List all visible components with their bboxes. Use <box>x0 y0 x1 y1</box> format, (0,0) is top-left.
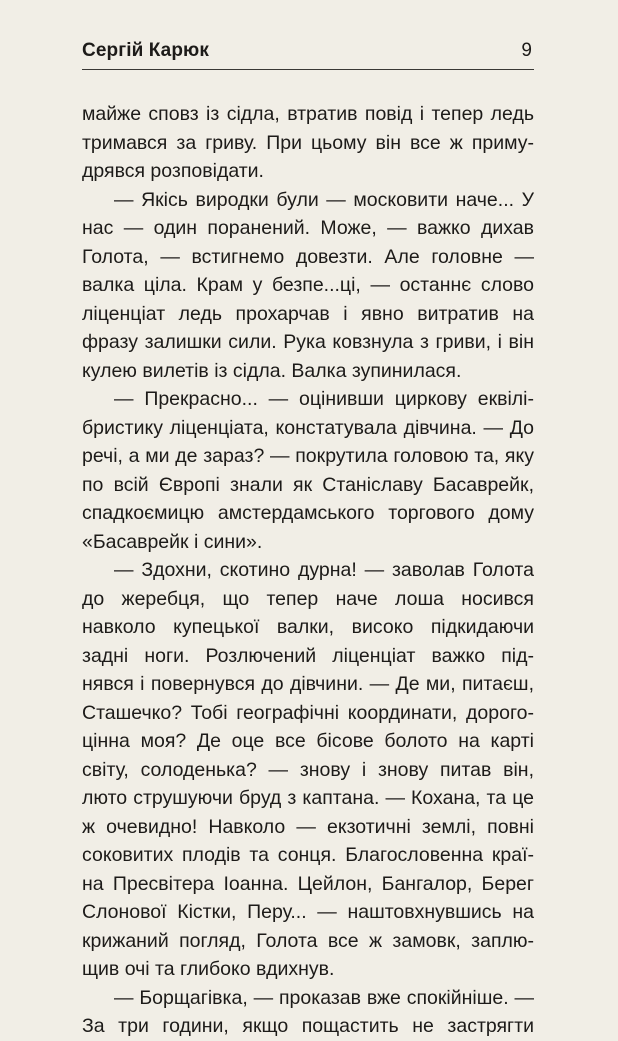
text-line: на Пресвітера Іоанна. Цейлон, Бангалор, Берег <box>82 872 534 895</box>
text-line: крижаний погляд, Голота все ж замовк, заплю- <box>82 929 534 952</box>
text-line: — Здохни, скотино дурна! — заволав Голота <box>114 559 534 581</box>
text-line: по всій Європі знали як Станіславу Басаврейк, <box>82 473 534 496</box>
author-name: Сергій Карюк <box>82 40 209 61</box>
text-line: майже сповз із сідла, втратив повід і тепер ледь <box>82 103 534 125</box>
text-line: навколо купецької валки, високо підкидаючи <box>82 616 534 638</box>
text-line: люто струшуючи бруд з каптана. — Кохана, та це <box>82 787 534 809</box>
text-line: — Якісь виродки були — московити наче... У <box>114 188 534 211</box>
text-line: до жеребця, що тепер наче лоша носився <box>82 587 534 610</box>
text-line: дрявся розповідати. <box>82 160 264 182</box>
text-line: спадкоємицю амстердамського торгового дому <box>82 502 534 524</box>
text-line: Слонової Кістки, Перу... — наштовхнувшись на <box>82 901 534 923</box>
text-line: ліценціат ледь прохарчав і явно витратив на <box>82 302 534 325</box>
text-line: речі, а ми де зараз? — покрутила головою та, яку <box>82 445 534 467</box>
text-line: фразу залишки сили. Рука ковзнула з гриви, і він <box>82 331 534 353</box>
text-line: задні ноги. Розлючений ліценціат важко під- <box>82 644 534 667</box>
body-text <box>82 100 534 1041</box>
header-divider <box>82 69 534 70</box>
text-line: ж очевидно! Навколо — екзотичні землі, повні <box>82 815 534 838</box>
text-line: «Басаврейк і сини». <box>82 530 263 553</box>
text-line: — Борщагівка, — проказав вже спокійніше. — <box>114 986 534 1009</box>
text-line: Голота, — встигнемо довезти. Але головне — <box>82 245 534 268</box>
text-line: бристику ліценціата, констатувала дівчина. — До <box>82 416 534 439</box>
text-line: Сташечко? Тобі географічні координати, дорого- <box>82 701 534 724</box>
text-line: За три години, якщо пощастить не застрягти <box>82 1015 534 1037</box>
text-line: соковитих плодів та сонця. Благословенна краї- <box>82 844 534 866</box>
text-line: валка ціла. Крам у безпе...ці, — останнє слово <box>82 274 534 296</box>
text-line: цінна моя? Де оце все бісове болото на карті <box>82 730 534 752</box>
text-line: щив очі та глибоко вдихнув. <box>82 958 335 980</box>
text-line: — Прекрасно... — оцінивши циркову еквілі- <box>114 388 534 410</box>
page-number: 9 <box>521 40 532 61</box>
text-line: кулею вилетів із сідла. Валка зупинилася. <box>82 359 462 382</box>
text-line: тримався за гриву. При цьому він все ж приму- <box>82 131 534 154</box>
text-line: нявся і повернувся до дівчини. — Де ми, питаєш, <box>82 673 534 695</box>
text-line: світу, солоденька? — знову і знову питав він, <box>82 758 534 781</box>
running-header <box>82 38 534 68</box>
text-line: нас — один поранений. Може, — важко дихав <box>82 217 534 239</box>
